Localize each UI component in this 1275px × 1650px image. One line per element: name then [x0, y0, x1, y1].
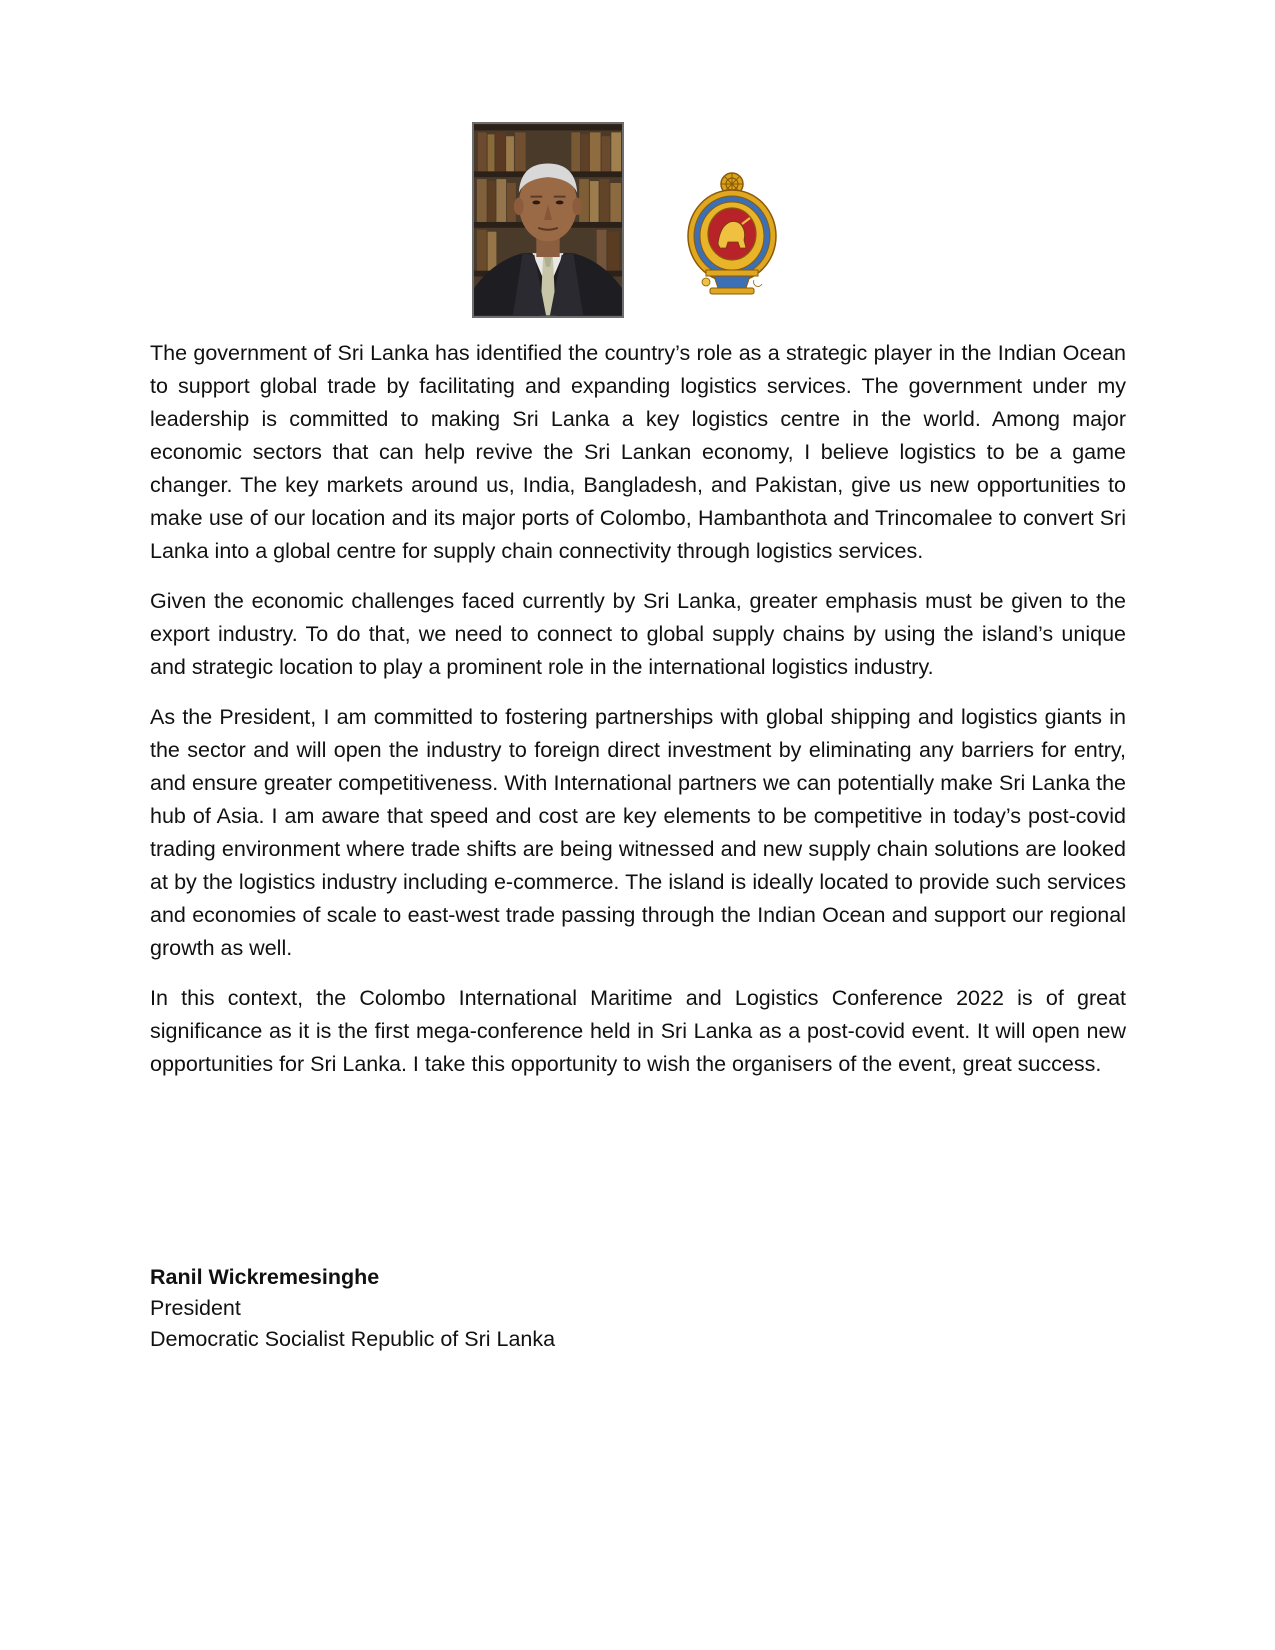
paragraph: As the President, I am committed to fostering partnerships with global shipping and logistics giants in the sector and will open the industry to foreign direct investment by eliminating any barriers for entry, and ensure greater competitiveness. With International partners we can potentially make Sri Lanka the hub of Asia. I am aware that speed and cost are key elements to be competitive in today’s post-covid trading environment where trade shifts are being witnessed and new supply chain solutions are looked at by the logistics industry including e-commerce. The island is ideally located to provide such services and economies of scale to east-west trade passing through the Indian Ocean and support our regional growth as well.	[150, 705, 1126, 960]
paragraph: Given the economic challenges faced currently by Sri Lanka, greater emphasis must be given to the export industry. To do that, we need to connect to global supply chains by using the island’s unique and strategic location to play a prominent role in the international logistics industry.	[150, 589, 1126, 679]
portrait-photo	[472, 122, 624, 318]
signatory-title: President	[150, 1296, 241, 1320]
signatory-country: Democratic Socialist Republic of Sri Lanka	[150, 1327, 556, 1351]
paragraph: The government of Sri Lanka has identified the country’s role as a strategic player in the Indian Ocean to support global trade by facilitating and expanding logistics services. The government under my leadership is committed to making Sri Lanka a key logistics centre in the world. Among major economic sectors that can help revive the Sri Lankan economy, I believe logistics to be a game changer. The key markets around us, India, Bangladesh, and Pakistan, give us new opportunities to make use of our location and its major ports of Colombo, Hambanthota and Trincomalee to convert Sri Lanka into a global centre for supply chain connectivity through logistics services.	[150, 341, 1126, 563]
signatory-name: Ranil Wickremesinghe	[150, 1265, 380, 1289]
letter-body	[150, 337, 1126, 1098]
paragraph: In this context, the Colombo International Maritime and Logistics Conference 2022 is of great significance as it is the first mega-conference held in Sri Lanka as a post-covid event. It will open new opportunities for Sri Lanka. I take this opportunity to wish the organisers of the event, great success.	[150, 986, 1126, 1076]
emblem-of-sri-lanka	[684, 170, 780, 298]
signature-block	[150, 1262, 555, 1355]
